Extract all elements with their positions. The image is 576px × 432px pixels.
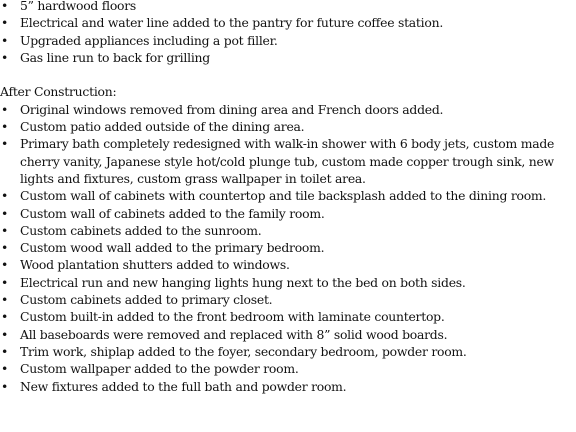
list-item-text: Gas line run to back for grilling: [20, 49, 210, 65]
bullet-glyph: •: [1, 188, 9, 204]
list-item-text: Original windows removed from dining area and French doors added.: [20, 101, 444, 117]
before-construction-list: [0, 0, 576, 66]
list-item-text: Custom built-in added to the front bedroom with laminate countertop.: [20, 309, 445, 325]
list-item-text: Custom patio added outside of the dining area.: [20, 119, 305, 135]
bullet-glyph: •: [1, 32, 9, 48]
list-item-text: 5” hardwood floors: [20, 0, 137, 13]
bullet-glyph: •: [1, 292, 9, 308]
bullet-glyph: •: [1, 0, 9, 13]
list-item-text: Custom cabinets added to primary closet.: [20, 292, 273, 308]
list-item: [0, 222, 576, 239]
list-item: [0, 101, 576, 118]
list-item-text: Custom wallpaper added to the powder room.: [20, 361, 299, 377]
bullet-glyph: •: [1, 136, 9, 152]
list-item-text: Custom wood wall added to the primary bedroom.: [20, 240, 325, 256]
list-item: [0, 326, 576, 343]
after-construction-list: [0, 101, 576, 395]
list-item: [0, 118, 576, 135]
list-item: [0, 49, 576, 66]
list-item-text: Wood plantation shutters added to windows.: [20, 257, 290, 273]
bullet-glyph: •: [1, 15, 9, 31]
section-spacer: [0, 66, 576, 83]
list-item-text: All baseboards were removed and replaced with 8” solid wood boards.: [20, 326, 448, 342]
list-item-text: Trim work, shiplap added to the foyer, secondary bedroom, powder room.: [20, 343, 467, 359]
list-item: [0, 187, 576, 204]
list-item: [0, 360, 576, 377]
bullet-glyph: •: [1, 274, 9, 290]
list-item-text: Electrical run and new hanging lights hung next to the bed on both sides.: [20, 274, 466, 290]
bullet-glyph: •: [1, 361, 9, 377]
bullet-glyph: •: [1, 49, 9, 65]
list-item-text: Primary bath completely redesigned with walk-in shower with 6 body jets, custom made cherry vanity, Japanese style hot/cold plunge tub, custom made copper trough sink, new lights and fixtures, custom grass wallpaper in toilet area.: [20, 136, 555, 186]
bullet-glyph: •: [1, 378, 9, 394]
bullet-glyph: •: [1, 101, 9, 117]
bullet-glyph: •: [1, 309, 9, 325]
list-item: [0, 274, 576, 291]
bullet-glyph: •: [1, 257, 9, 273]
bullet-glyph: •: [1, 326, 9, 342]
list-item: [0, 378, 576, 395]
list-item: [0, 14, 576, 31]
list-item: [0, 32, 576, 49]
bullet-glyph: •: [1, 119, 9, 135]
bullet-glyph: •: [1, 343, 9, 359]
list-item-text: Electrical and water line added to the pantry for future coffee station.: [20, 15, 444, 31]
list-item: [0, 308, 576, 325]
list-item: [0, 256, 576, 273]
bullet-glyph: •: [1, 240, 9, 256]
list-item: [0, 0, 576, 14]
after-construction-heading: After Construction:: [0, 84, 117, 100]
list-item-text: New fixtures added to the full bath and powder room.: [20, 378, 347, 394]
list-item: [0, 291, 576, 308]
list-item-text: Custom wall of cabinets with countertop and tile backsplash added to the dining room.: [20, 188, 547, 204]
list-item-text: Custom cabinets added to the sunroom.: [20, 222, 262, 238]
list-item: [0, 135, 576, 187]
list-item: [0, 205, 576, 222]
list-item-text: Upgraded appliances including a pot filler.: [20, 32, 278, 48]
bullet-glyph: •: [1, 205, 9, 221]
list-item: [0, 239, 576, 256]
list-item: [0, 343, 576, 360]
list-item-text: Custom wall of cabinets added to the family room.: [20, 205, 325, 221]
bullet-glyph: •: [1, 222, 9, 238]
